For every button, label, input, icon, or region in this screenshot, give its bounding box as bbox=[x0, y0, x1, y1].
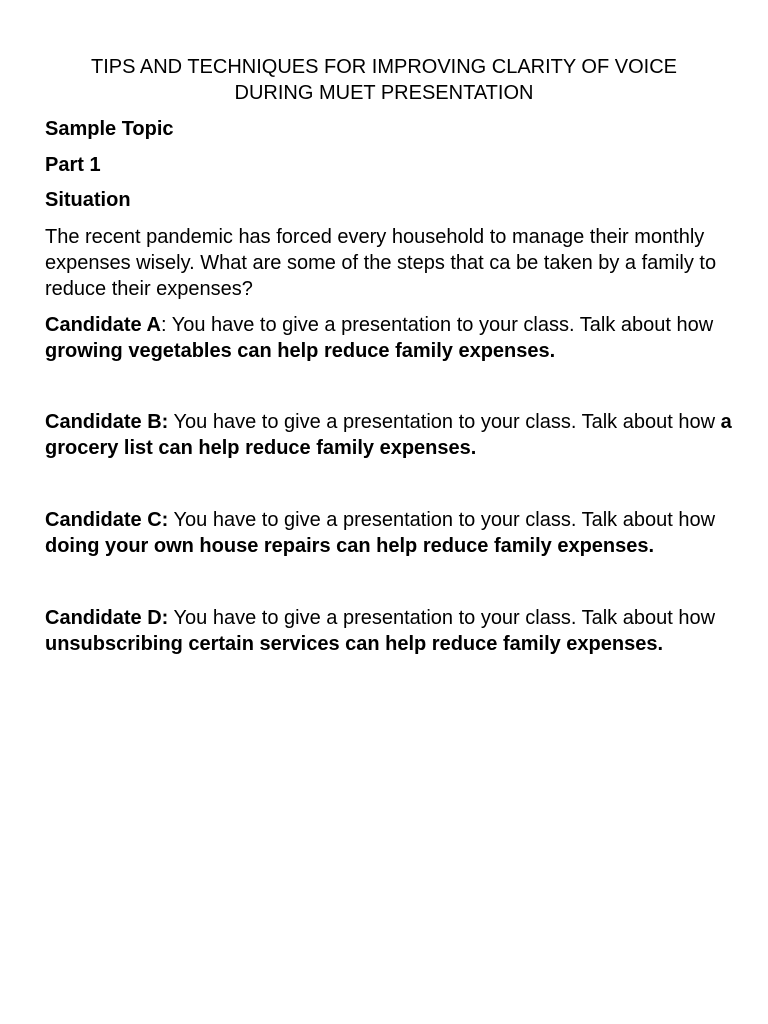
document-title bbox=[40, 54, 728, 106]
candidate-a-prompt: You have to give a presentation to your class. Talk about how bbox=[171, 314, 714, 336]
candidate-d-label: Candidate D: bbox=[45, 607, 169, 629]
situation-heading: Situation bbox=[45, 189, 131, 211]
candidate-c-paragraph bbox=[45, 507, 735, 559]
candidate-d-paragraph bbox=[45, 605, 735, 657]
candidate-b-paragraph bbox=[45, 409, 735, 461]
candidate-c-topic: doing your own house repairs can help reduce family expenses. bbox=[45, 535, 655, 557]
candidate-b-topic: a grocery list can help reduce family expenses. bbox=[45, 411, 732, 459]
candidate-b-prompt: You have to give a presentation to your class. Talk about how bbox=[173, 411, 721, 433]
part-heading: Part 1 bbox=[45, 154, 101, 176]
candidate-d-topic: unsubscribing certain services can help reduce family expenses. bbox=[45, 633, 664, 655]
candidate-c-prompt: You have to give a presentation to your class. Talk about how bbox=[173, 509, 716, 531]
candidate-d-prompt: You have to give a presentation to your class. Talk about how bbox=[173, 607, 716, 629]
situation-text: The recent pandemic has forced every household to manage their monthly expenses wisely. What are some of the steps that ca be taken by a family to reduce their expenses? bbox=[45, 226, 717, 300]
candidate-a-paragraph bbox=[45, 312, 735, 364]
sample-topic-heading: Sample Topic bbox=[45, 118, 174, 140]
candidate-c-label: Candidate C: bbox=[45, 509, 169, 531]
candidate-b-label: Candidate B: bbox=[45, 411, 169, 433]
title-line-1: TIPS AND TECHNIQUES FOR IMPROVING CLARITY OF VOICE bbox=[90, 56, 677, 78]
candidate-a-topic: growing vegetables can help reduce family expenses. bbox=[45, 340, 556, 362]
title-line-2: DURING MUET PRESENTATION bbox=[234, 82, 534, 104]
candidate-a-separator: : bbox=[160, 314, 172, 336]
candidate-a-label: Candidate A bbox=[45, 314, 161, 336]
